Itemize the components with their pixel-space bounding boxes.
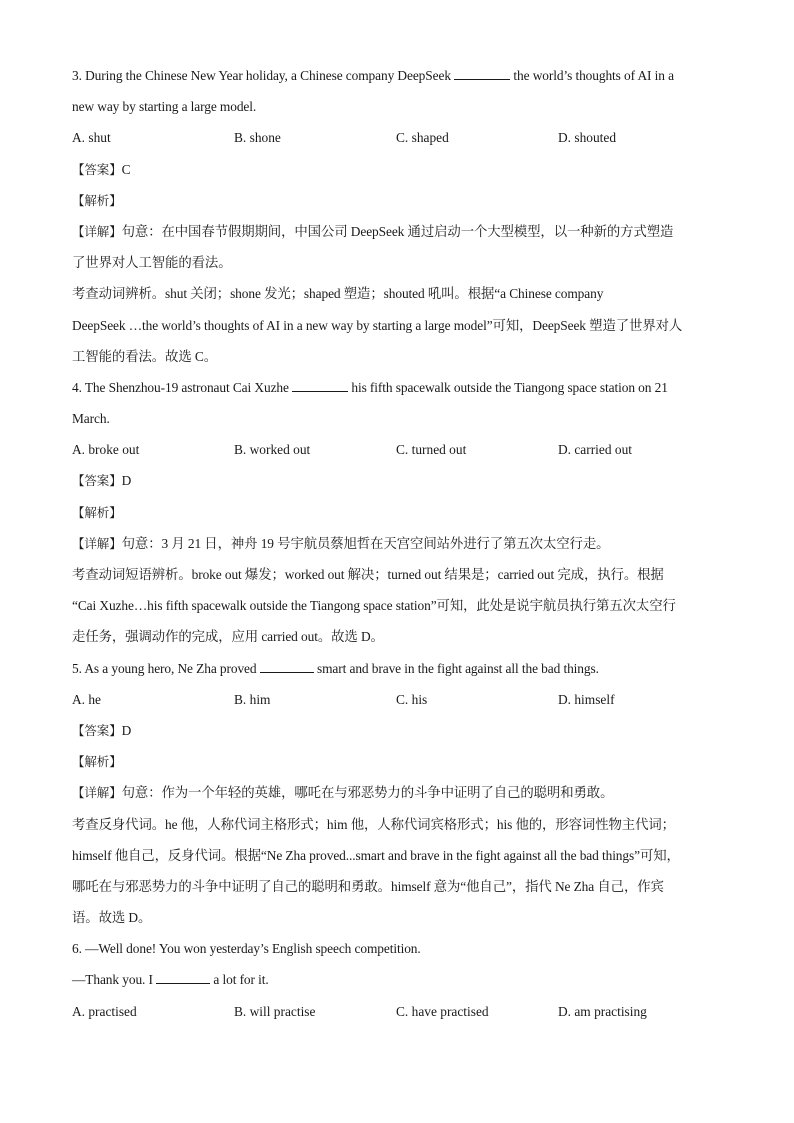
question-6-stem-line-2 (72, 964, 722, 995)
question-4-detail-line-1 (72, 528, 722, 559)
question-6-stem-part: a lot for it. (213, 972, 269, 988)
answer-tag: 【答案】 (72, 722, 122, 738)
question-4-analysis-tag (72, 497, 722, 528)
question-3-stem-part: 3. During the Chinese New Year holiday, a Chinese company DeepSeek (72, 68, 451, 83)
detail-tag: 【详解】 (72, 535, 122, 551)
question-6-options (72, 996, 722, 1027)
option-b: B. shone (234, 130, 281, 146)
option-c: C. his (396, 691, 428, 707)
answer-value: C (121, 161, 131, 177)
answer-tag: 【答案】 (72, 161, 122, 177)
question-3-stem-line-1 (72, 60, 722, 91)
answer-blank (260, 660, 314, 673)
detail-text: 句意：作为一个年轻的英雄，哪吒在与邪恶势力的斗争中证明了自己的聪明和勇敢。 (121, 785, 614, 801)
question-4-stem-part: 4. The Shenzhou-19 astronaut Cai Xuzhe (72, 379, 289, 395)
option-a: A. shut (72, 130, 111, 146)
detail-tag: 【详解】 (72, 223, 122, 239)
question-3-options (72, 122, 722, 153)
option-d: D. am practising (558, 1003, 647, 1019)
question-3-answer (72, 154, 722, 185)
question-5-stem-part: smart and brave in the fight against all the bad things. (317, 660, 599, 676)
question-4-answer (72, 465, 722, 496)
option-d: D. himself (558, 691, 615, 707)
question-4-detail-line-2: 考查动词短语辨析。broke out 爆发；worked out 解决；turned out 结果是；carried out 完成，执行。根据 (72, 567, 664, 582)
question-4-options (72, 434, 722, 465)
answer-blank (292, 379, 348, 392)
detail-text: 句意：3 月 21 日，神舟 19 号宇航员蔡旭哲在天宫空间站外进行了第五次太空行走。 (121, 535, 610, 551)
option-b: B. him (234, 691, 271, 707)
question-5-analysis-tag (72, 746, 722, 777)
question-5-detail-line-5: 语。故选 D。 (72, 910, 152, 926)
option-c: C. shaped (396, 130, 449, 146)
analysis-tag: 【解析】 (72, 504, 122, 520)
question-6-stem-part: —Thank you. I (72, 972, 153, 988)
question-4-stem-line-1 (72, 372, 722, 403)
question-5-detail-line-1 (72, 777, 722, 808)
question-4-detail-line-4: 走任务，强调动作的完成，应用 carried out。故选 D。 (72, 629, 384, 645)
answer-value: D (121, 722, 132, 738)
option-c: C. have practised (396, 1003, 489, 1019)
option-d: D. carried out (558, 442, 632, 458)
question-5-stem-line-1 (72, 653, 722, 684)
question-3-detail-line-4: DeepSeek …the world’s thoughts of AI in a new way by starting a large model”可知，DeepSeek 塑造了世界对人 (72, 317, 683, 333)
answer-tag: 【答案】 (72, 473, 122, 489)
detail-tag: 【详解】 (72, 785, 122, 801)
option-a: A. he (72, 691, 102, 707)
question-3-stem-line-2: new way by starting a large model. (72, 99, 257, 115)
question-3-analysis-tag (72, 185, 722, 216)
question-6-stem-line-1: 6. —Well done! You won yesterday’s English speech competition. (72, 941, 421, 957)
answer-blank (156, 971, 210, 984)
option-a: A. broke out (72, 442, 140, 458)
question-4-detail-line-3: “Cai Xuzhe…his fifth spacewalk outside the Tiangong space station”可知，此处是说宇航员执行第五次太空行 (72, 598, 676, 614)
question-3-detail-line-5: 工智能的看法。故选 C。 (72, 348, 217, 364)
option-c: C. turned out (396, 442, 467, 458)
question-4-stem-part: his fifth spacewalk outside the Tiangong space station on 21 (351, 379, 668, 395)
question-5-detail-line-4: 哪吒在与邪恶势力的斗争中证明了自己的聪明和勇敢。himself 意为“他自己”，指代 Ne Zha 自己，作宾 (72, 878, 664, 894)
option-d: D. shouted (558, 130, 617, 146)
question-3-detail-line-2: 了世界对人工智能的看法。 (72, 255, 232, 271)
question-3-stem-part: the world’s thoughts of AI in a (513, 68, 674, 83)
analysis-tag: 【解析】 (72, 754, 122, 770)
answer-value: D (121, 473, 132, 489)
question-3-detail-line-3: 考查动词辨析。shut 关闭；shone 发光；shaped 塑造；shouted 吼叫。根据“a Chinese company (72, 286, 604, 302)
question-4-stem-line-2: March. (72, 411, 110, 427)
question-5-detail-line-3: himself 他自己，反身代词。根据“Ne Zha proved...smart and brave in the fight against all the bad things”可知， (72, 847, 680, 863)
question-5-stem-part: 5. As a young hero, Ne Zha proved (72, 660, 257, 676)
question-5-detail-line-2: 考查反身代词。he 他，人称代词主格形式；him 他，人称代词宾格形式；his 他的，形容词性物主代词； (72, 816, 675, 832)
question-5-answer (72, 715, 722, 746)
option-b: B. will practise (234, 1003, 316, 1019)
document-page (72, 60, 722, 1027)
answer-blank (454, 67, 510, 80)
detail-text: 句意：在中国春节假期期间，中国公司 DeepSeek 通过启动一个大型模型，以一种新的方式塑造 (121, 223, 674, 239)
option-a: A. practised (72, 1003, 137, 1019)
analysis-tag: 【解析】 (72, 192, 122, 208)
option-b: B. worked out (234, 442, 311, 458)
question-3-detail-line-1 (72, 216, 722, 247)
question-5-options (72, 684, 722, 715)
